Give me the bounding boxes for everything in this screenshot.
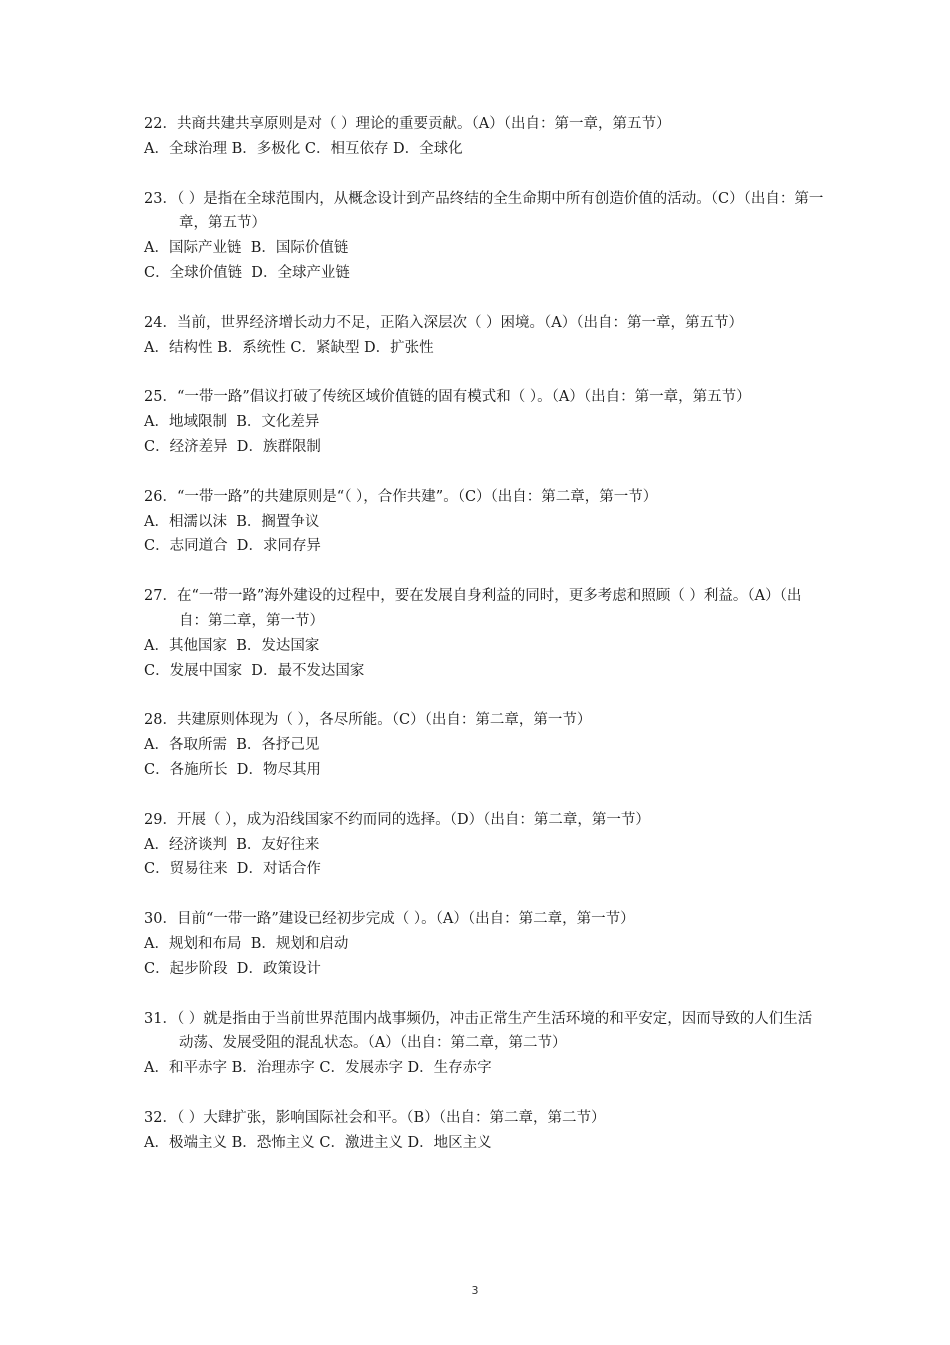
option-line: C．全球价值链 D．全球产业链 xyxy=(144,264,350,281)
question-26 xyxy=(144,485,824,559)
option-line: A．国际产业链 B．国际价值链 xyxy=(144,240,349,257)
question-text: 25．“一带一路”倡议打破了传统区域价值链的固有模式和（ ）。（A）（出自：第一章，第五节） xyxy=(144,389,751,406)
question-text: 31．（ ）就是指由于当前世界范围内战事频仍，冲击正常生产生活环境的和平安定，因而导致的人们生活动荡、发展受阻的混乱状态。（A）（出自：第二章，第二节） xyxy=(144,1010,813,1052)
question-24 xyxy=(144,311,824,361)
question-27 xyxy=(144,584,824,683)
option-line: C．起步阶段 D．政策设计 xyxy=(144,960,321,977)
option-line: C．贸易往来 D．对话合作 xyxy=(144,861,321,878)
question-text: 30．目前“一带一路”建设已经初步完成（ ）。（A）（出自：第二章，第一节） xyxy=(144,911,635,928)
question-text: 28．共建原则体现为（ ），各尽所能。（C）（出自：第二章，第一节） xyxy=(144,712,592,729)
question-text: 24．当前，世界经济增长动力不足，正陷入深层次（ ）困境。（A）（出自：第一章，第五节） xyxy=(144,314,744,331)
option-line: A．经济谈判 B．友好往来 xyxy=(144,836,320,853)
option-line: A．和平赤字 B．治理赤字 C．发展赤字 D．生存赤字 xyxy=(144,1060,492,1077)
question-30 xyxy=(144,907,824,981)
question-29 xyxy=(144,808,824,882)
question-32 xyxy=(144,1106,824,1156)
option-line: C．各施所长 D．物尽其用 xyxy=(144,761,321,778)
question-22 xyxy=(144,112,824,162)
option-line: A．相濡以沫 B．搁置争议 xyxy=(144,513,320,530)
option-line: A．规划和布局 B．规划和启动 xyxy=(144,935,349,952)
question-text: 29．开展（ ），成为沿线国家不约而同的选择。（D）（出自：第二章，第一节） xyxy=(144,811,650,828)
option-line: C．发展中国家 D．最不发达国家 xyxy=(144,662,365,679)
question-text: 23．（ ）是指在全球范围内，从概念设计到产品终结的全生命期中所有创造价值的活动。（C）（出自：第一章，第五节） xyxy=(144,190,824,232)
question-25 xyxy=(144,385,824,459)
question-text: 22．共商共建共享原则是对（ ）理论的重要贡献。（A）（出自：第一章，第五节） xyxy=(144,116,671,132)
option-line: A．其他国家 B．发达国家 xyxy=(144,637,320,654)
option-line: C．经济差异 D．族群限制 xyxy=(144,438,321,455)
option-line: A．全球治理 B．多极化 C．相互依存 D．全球化 xyxy=(144,140,463,157)
option-line: C．志同道合 D．求同存异 xyxy=(144,538,321,555)
question-23 xyxy=(144,187,824,286)
option-line: A．各取所需 B．各抒己见 xyxy=(144,737,320,754)
option-line: A．地域限制 B．文化差异 xyxy=(144,414,320,431)
question-text: 32．（ ）大肆扩张，影响国际社会和平。（B）（出自：第二章，第二节） xyxy=(144,1109,606,1126)
option-line: A．极端主义 B．恐怖主义 C．激进主义 D．地区主义 xyxy=(144,1134,492,1151)
page-number: 3 xyxy=(471,1284,479,1297)
question-text: 26．“一带一路”的共建原则是“（ ），合作共建”。（C）（出自：第二章，第一节） xyxy=(144,488,658,505)
question-28 xyxy=(144,708,824,782)
question-text: 27．在“一带一路”海外建设的过程中，要在发展自身利益的同时，更多考虑和照顾（ ）利益。（A）（出自：第二章，第一节） xyxy=(144,588,802,629)
question-list xyxy=(144,112,824,1181)
question-31 xyxy=(144,1007,824,1081)
option-line: A．结构性 B．系统性 C．紧缺型 D．扩张性 xyxy=(144,339,434,356)
